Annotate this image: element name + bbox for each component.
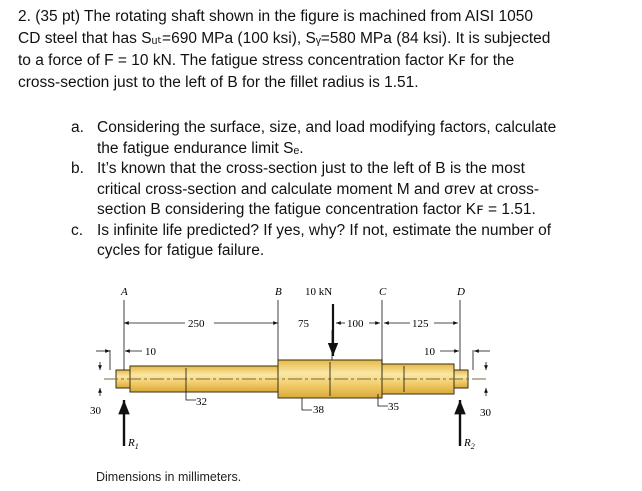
r2-subscript: 2 bbox=[470, 442, 475, 451]
dim-250-label: 250 bbox=[188, 318, 205, 330]
subquestion-label: a. bbox=[71, 119, 84, 136]
problem-line: CD steel that has Sᵤₜ=690 MPa (100 ksi), Sᵧ=580 MPa (84 ksi). It is subjected bbox=[18, 30, 551, 47]
label-a: A bbox=[121, 286, 128, 298]
dim-10-right-label: 10 bbox=[424, 346, 435, 358]
subquestion-label: c. bbox=[71, 221, 84, 239]
problem-line: 2. (35 pt) The rotating shaft shown in the figure is machined from AISI 1050 bbox=[18, 8, 533, 25]
subquestion-line: section B considering the fatigue concentration factor Kꜰ = 1.51. bbox=[97, 201, 536, 218]
dim-30-right-label: 30 bbox=[480, 407, 491, 419]
subquestion-line: cycles for fatigue failure. bbox=[97, 242, 265, 259]
subquestion-line: the fatigue endurance limit Sₑ. bbox=[97, 139, 304, 157]
dim-10-left-label: 10 bbox=[145, 346, 156, 358]
label-b: B bbox=[275, 286, 282, 298]
problem-line: to a force of F = 10 kN. The fatigue stress concentration factor Kꜰ for the bbox=[18, 52, 515, 69]
dim-125-label: 125 bbox=[412, 318, 429, 330]
figure-caption: Dimensions in millimeters. bbox=[96, 470, 242, 484]
r1-letter: R bbox=[128, 437, 135, 449]
force-label: 10 kN bbox=[305, 286, 333, 298]
dim-100-label: 100 bbox=[347, 318, 364, 330]
subquestion-line: Is infinite life predicted? If yes, why? If not, estimate the number of bbox=[97, 221, 552, 239]
r2-label bbox=[463, 437, 475, 451]
label-c: C bbox=[379, 286, 387, 298]
problem-line: cross-section just to the left of B for the fillet radius is 1.51. bbox=[18, 74, 419, 91]
r1-subscript: 1 bbox=[134, 442, 139, 451]
dim-38-label: 38 bbox=[313, 404, 324, 416]
r1-label bbox=[127, 437, 139, 451]
dim-32-label: 32 bbox=[196, 396, 207, 408]
dim-35-label: 35 bbox=[388, 401, 399, 413]
subquestion-line: It’s known that the cross-section just to the left of B is the most bbox=[97, 160, 525, 177]
subquestion-label: b. bbox=[71, 160, 84, 177]
dim-75-label: 75 bbox=[298, 318, 309, 330]
dim-30-left-label: 30 bbox=[90, 405, 101, 417]
label-d: D bbox=[457, 286, 465, 298]
subquestion-line: Considering the surface, size, and load modifying factors, calculate bbox=[97, 119, 557, 136]
r2-letter: R bbox=[464, 437, 471, 449]
subquestion-line: critical cross-section and calculate moment M and σrev at cross- bbox=[97, 180, 539, 198]
